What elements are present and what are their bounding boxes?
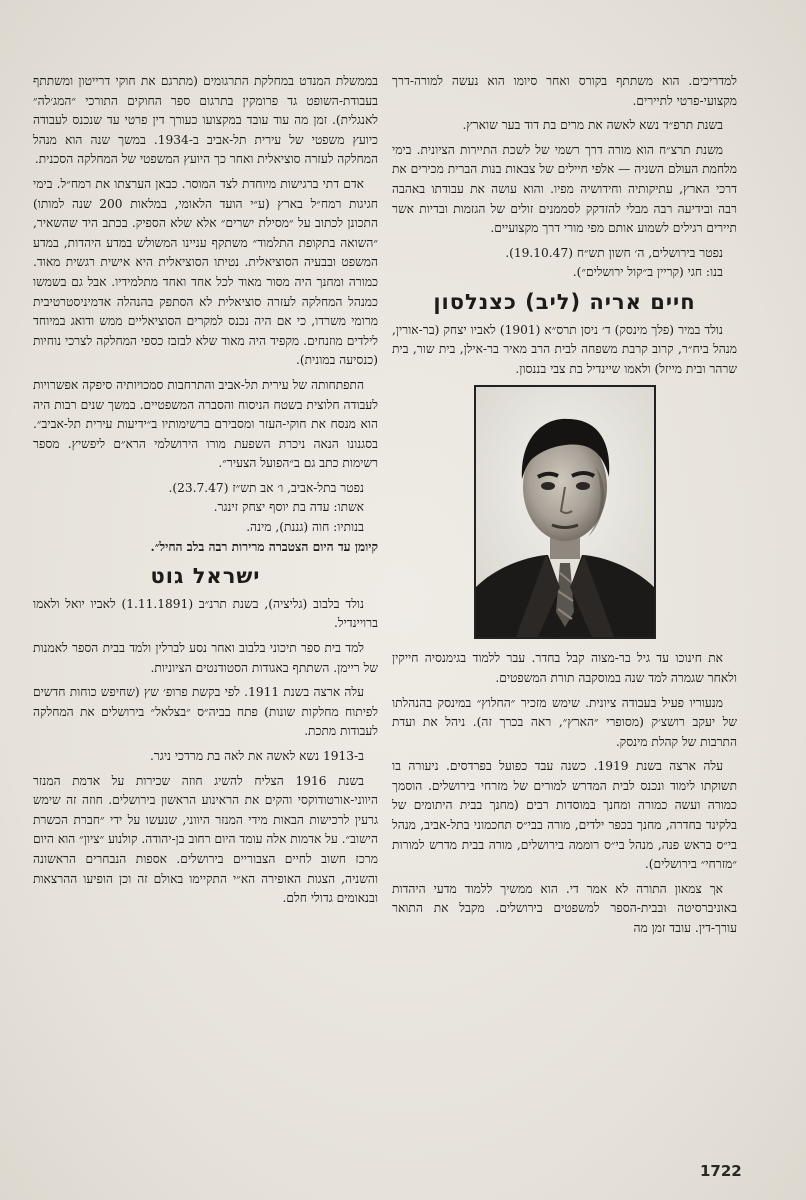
family-note: בנותיו: חוה (גננת), מינה. <box>246 520 364 535</box>
right-column <box>392 72 737 944</box>
paragraph: עלה ארצה בשנת 1911. לפי בקשת פרופ׳ שץ (שחיפש כוחות חדשים לפיתוח מחלקות שונות) פתח בביה״ס ״בצלאל״ בירושלים את המחלקה לעבודות מתכת. <box>33 685 378 739</box>
portrait-image <box>476 387 654 637</box>
paragraph: נולד במיר (פלך מינסק) ד׳ ניסן תרס״א (1901) לאביו יצחק (בר-אורין, מנהל ביח״ר, קרוב קרבת משפחה לבית הרב מאיר בר-אילן, בית שור, בית שרהר ובית מייזל) ולאמו שיינדיל בת צבי בננסון. <box>392 322 737 376</box>
paragraph: התפתחותה של עירית תל-אביב והתרחבות סמכויותיה סיפקה אפשרויות לעבודה חלוצית בשטח הניסוח והסברה המשפטיים. במשך שנים רבות היה הוא מנסח את חוקי-העזר ומסבירם ברשימותיו ב״ידיעות עירית תל-אביב״. בסגנונו הנאה ניכרת השפעת מורו הירושלמי הרא״ם ליפשיץ. מספר רשימות כתב גם ב״הפועל הצעיר״. <box>33 377 378 471</box>
paragraph: למד בית ספר תיכוני בלבוב ואחר נסע לברלין ולמד בבית הספר לאמנות של ריימן. השתתף באגודות הסטודנטים הציוניות. <box>33 641 378 675</box>
paragraph: נולד בלבוב (גליציה), בשנת תרנ״ב (1.11.1891) לאביו יואל ולאמו ברויינדיל. <box>33 596 378 631</box>
family-note: אשתו: עדה בת יוסף יצחק זינגר. <box>213 500 364 515</box>
paragraph: עלה ארצה בשנת 1919. כשנה עבד כפועל בפרדסים. ניעורה בו תשוקתו לימוד ונכנס לבית המדרש למורים של מזרחי בירושלים. הוסמך כמורה ועשה כמורה ומחנך במוסדות רבים (מחנך בבית היתומים של בלקינד בחדרה, מחנך בכפר ילדים, מורה בבי״ס תחכמוני בתל-אביב, מנהל בי״ס בראש פנה, מנהל בי״ס רוממה בירושלים, מורה בבית מדרש למורות ״מזרחי״ בירושלים). <box>392 759 737 872</box>
paragraph: בשנת 1916 הצליח להשיג חוזה שכירות על אדמת המנזר היווני-אורטודוקסי והקים את הראינוע הראשון בירושלים. חוזה זה שימש גרעין לרכישות הבאות מידי המנזר היווני, שנעשו על ידי ״חברת הכשרת הישוב״. על אדמות אלה עומד היום רחוב בן-יהודה. קולנוע ״ציון״ הוא היום מרכז חשוב לחיים הצבוריים בירושלים. אספות הנבחרים הראשונה והשניה, הצגות האופירה הא״י התקיימו באולם זה וכן הופיעו ההרצאות ובנאומים גדולי חלם. <box>33 773 378 906</box>
paragraph: בשנת תרפ״ד נשא לאשה את מרים בת דוד בער שוארץ. <box>462 118 723 133</box>
paragraph: ב-1913 נשא לאשה את לאה בת מרדכי ניגר. <box>149 749 364 763</box>
article-heading: חיים אריה (ליב) כצנלסון <box>433 289 696 314</box>
article-heading: ישראל גוט <box>150 564 261 589</box>
death-note: נפטר בתל-אביב, ו׳ אב תש״ז (23.7.47). <box>168 480 364 495</box>
paragraph: למדריכים. הוא משתתף בקורס ואחר סיומו הוא נעשה למורה-דרך מקצועי-פרטי לתיירים. <box>392 74 737 108</box>
family-note: בנו: חגי (קריין ב״קול ירושלים״). <box>572 265 723 280</box>
paragraph: את חינוכו עד גיל בר-מצוה קבל בחדר. עבר ללמוד בגימנסיה חייקין ולאחר שגמרה למד שנה במוסקבה תורת המשפטים. <box>392 651 737 685</box>
paragraph: מנעוריו פעיל בעבודה ציונית. שימש מזכיר ״החלוץ״ במינסק בהנהלתו של יעקב רושצ׳ק (מסופרי ״הארץ״, ראה בכרך זה). ניהל את ועדת התרבות של קהלת מינסק. <box>392 695 737 749</box>
memorial-line: קיומן עד היום הצטברה מרירות רבה בלב החיל״. <box>150 539 378 554</box>
page-number: 1722 <box>700 1162 742 1180</box>
paragraph: בממשלת המנדט במחלקת התרגומים (מתרגם את חוקי דרייטון ומשתתף בעבודת-השופט גד פרומקין בתרגום ספר החוקים התורכי ״המג׳לה״ לאנגלית). זמן מה עוד עובד במקצועו כעורך דין פרטי עד שנכנס לעבודה כיועץ משפטי של עירית תל-אביב ב-1934. במשך שנה הוא מנהל המחלקה לעזרה סוציאלית ואחר כך היועץ המשפטי של המחלקה הסכנית. <box>33 74 378 167</box>
left-column <box>33 72 378 914</box>
paragraph: אך צמאון התורה לא אמר די. הוא ממשיך ללמוד מדעי היהדות באוניברסיטה ובבית-הספר למשפטים בירושלים. מקבל את התואר עורך-דין. עובד זמן מה <box>392 881 737 936</box>
portrait-photo <box>474 385 656 639</box>
death-note: נפטר בירושלים, ה׳ חשון תש״ח (19.10.47). <box>505 245 723 260</box>
paragraph: אדם דתי ברגישות מיוחדת לצד המוסר. כבאן הערצתו את רמח״ל. בימי חגיגות רמח״ל בארץ (ע״י הועד הלאומי, במלאות 200 שנה למותו) התכונן לכתוב על ״מסילת ישרים״ אלא שלא הספיק. בכתב היד שהשאיר, ״השואה בתקופת התלמוד״ משתקף עניינו המשולש במדע היהדות, במדע המשפט ובבעיה הסוציאלית. נטיתו הסוציאלית היא אישית רגשית מאוד. כמורה ומחנך היה מסור מאוד לכל אחד ואחד מתלמידיו. אבל גם בשמשו כמנהל המחלקה לעזרה סוציאלית לא הסתפק בהנהלה אדמיניסטרטיבית מרומי משרדו, כי אם היה נכנס למקרים הסוציאליים ממש ודואג במיוחד לילדים מוזנחים. מקפיד היה מאוד שלא לבזבז כספי המחלקה לצרכי נוחיות (כנסיעה במונית). <box>33 176 378 368</box>
paragraph: משנת תרצ״ח הוא מורה דרך רשמי של לשכת התיירות הציונית. בימי מלחמת העולם השניה — אלפי חיילים של צבאות בנות הברית מכירים את דרכי הארץ, עתיקותיה וחידושיה מפיו. והוא עושה את עבודתו באהבה רבה ובידיעה רבה מבלי להזדקק לסממנים זולים של הגזמות ובדיות אשר תיירים רגילים לשמוע אותם מפי מורי דרך מקצועיים. <box>392 142 737 236</box>
